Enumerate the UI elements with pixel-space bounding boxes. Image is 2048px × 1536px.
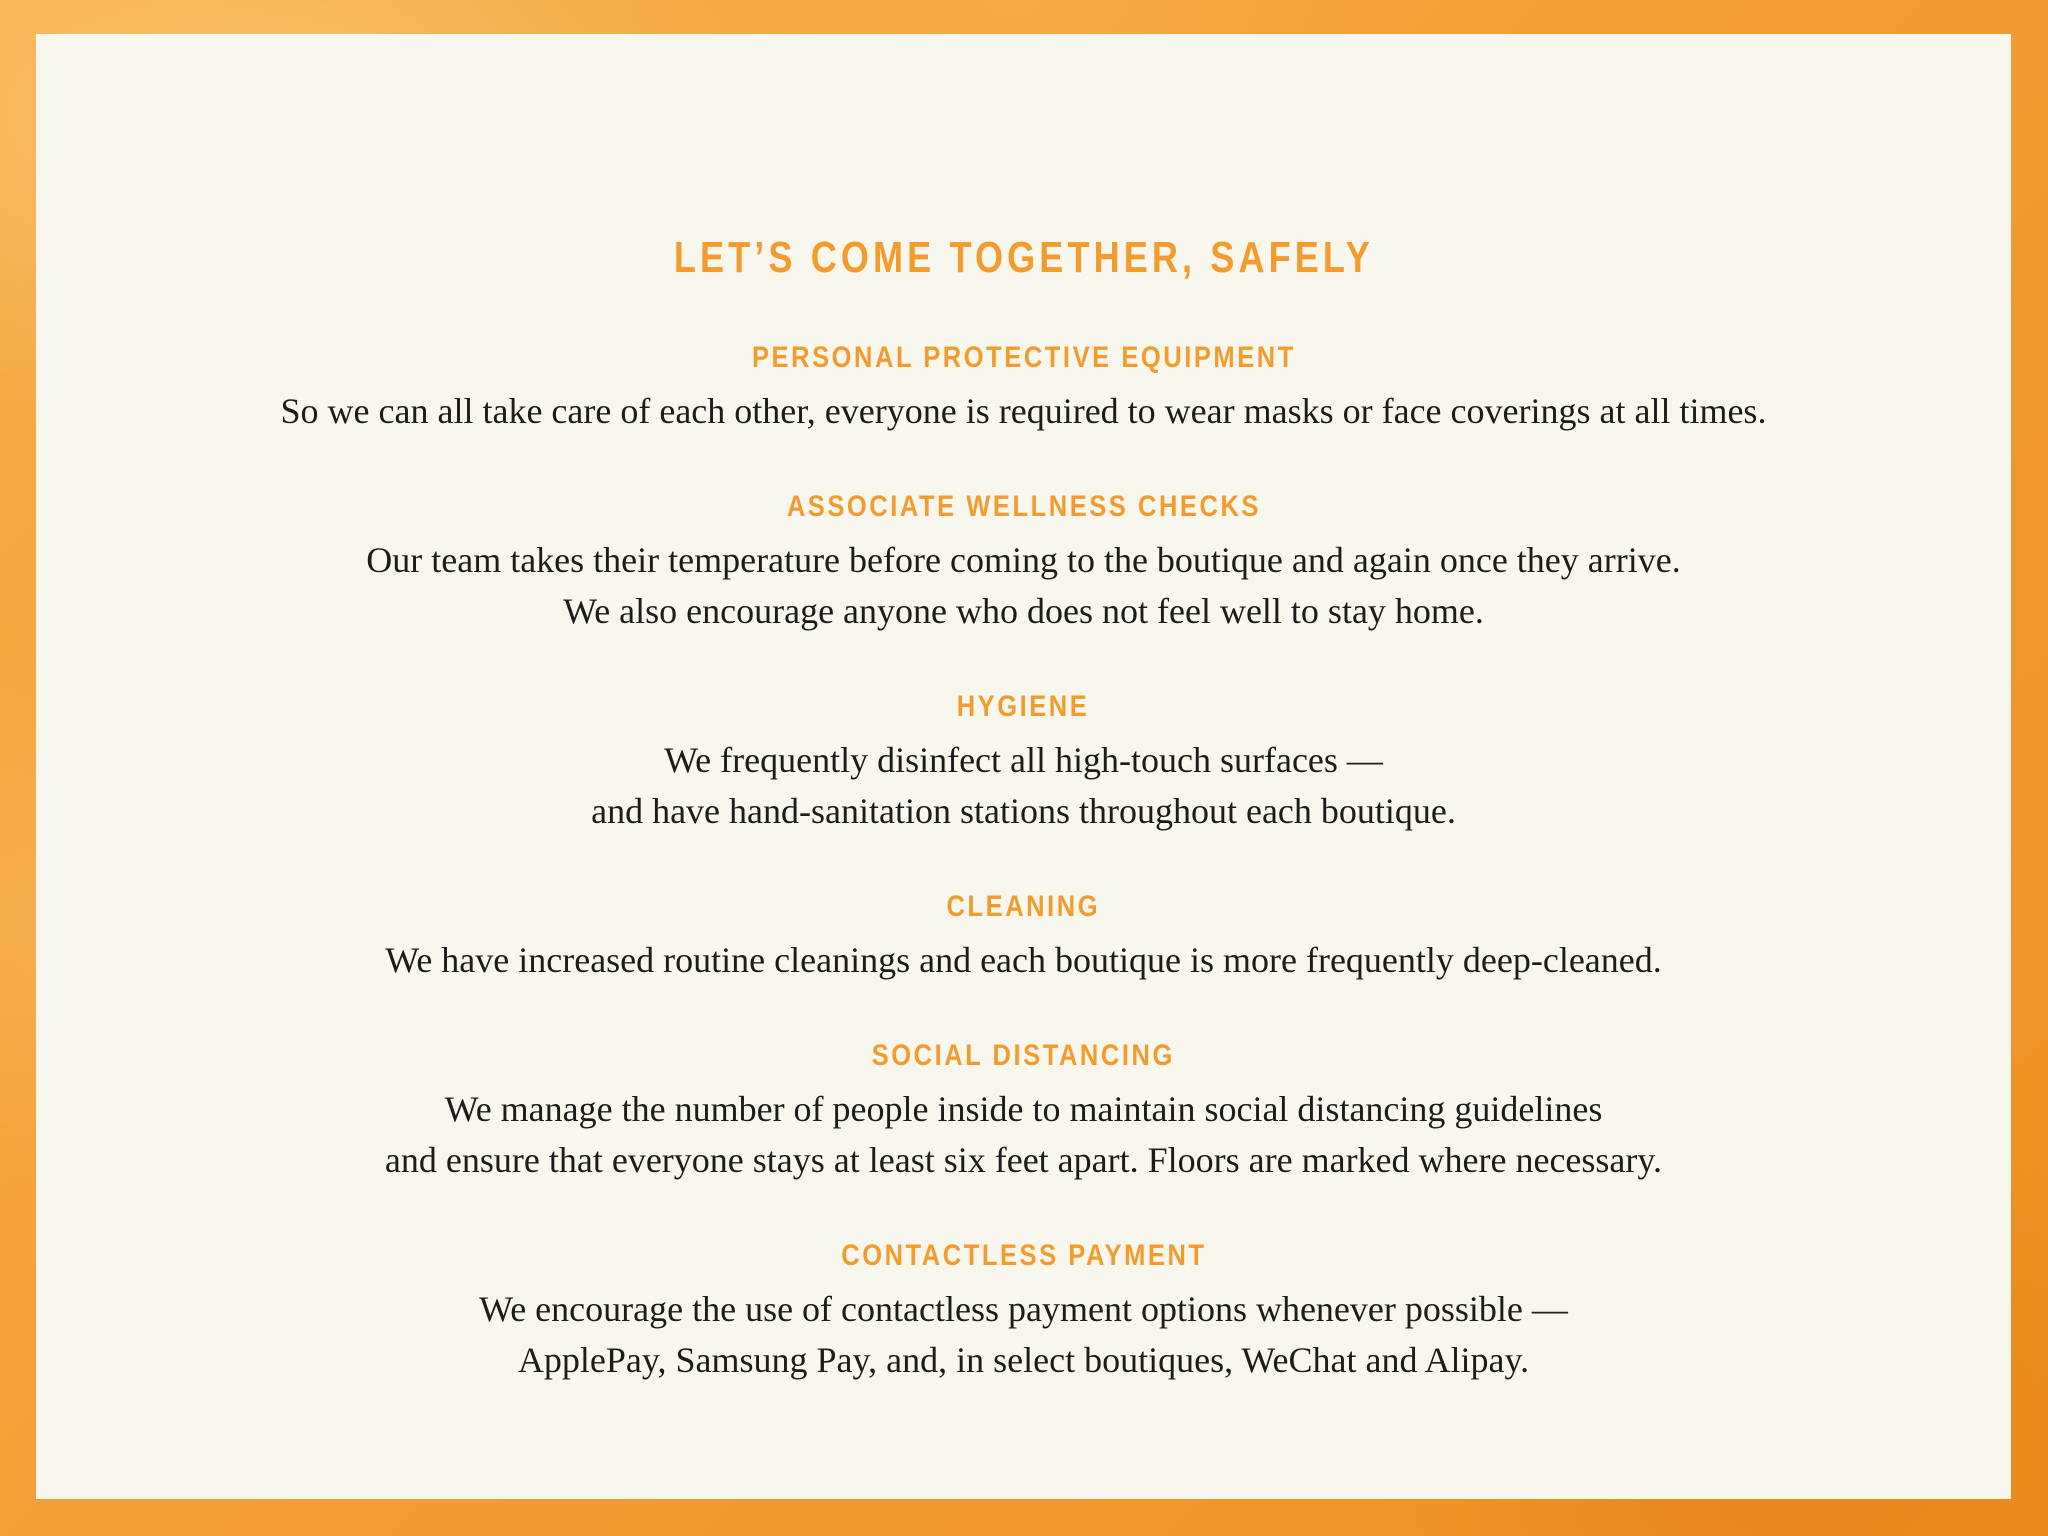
section-body-line: and ensure that everyone stays at least six feet apart. Floors are marked where necessary.: [384, 1140, 1663, 1180]
section-contactless-payment: [36, 1238, 2011, 1386]
section-body-line: We also encourage anyone who does not feel well to stay home.: [563, 591, 1484, 631]
section-body-line: We frequently disinfect all high-touch surfaces —: [664, 740, 1383, 780]
section-heading: CONTACTLESS PAYMENT: [840, 1239, 1207, 1272]
page-title-row: [36, 234, 2011, 282]
section-heading-row: [36, 1238, 2011, 1274]
section-heading-row: [36, 689, 2011, 725]
section-social-distancing: [36, 1038, 2011, 1186]
section-body-line: We manage the number of people inside to maintain social distancing guidelines: [444, 1089, 1603, 1129]
inner-card: [36, 34, 2011, 1499]
section-body-line: Our team takes their temperature before coming to the boutique and again once they arrive.: [366, 540, 1681, 580]
section-heading: ASSOCIATE WELLNESS CHECKS: [786, 490, 1261, 523]
section-body-line: and have hand-sanitation stations throughout each boutique.: [591, 791, 1456, 831]
section-heading-row: [36, 340, 2011, 376]
section-heading: HYGIENE: [957, 690, 1090, 723]
section-hygiene: [36, 689, 2011, 837]
page-title: LET’S COME TOGETHER, SAFELY: [673, 233, 1374, 282]
section-heading-row: [36, 889, 2011, 925]
section-body-line: We have increased routine cleanings and each boutique is more frequently deep-cleaned.: [385, 940, 1662, 980]
section-cleaning: [36, 889, 2011, 986]
section-heading-row: [36, 489, 2011, 525]
section-heading: PERSONAL PROTECTIVE EQUIPMENT: [751, 341, 1296, 374]
section-body-line: ApplePay, Samsung Pay, and, in select boutiques, WeChat and Alipay.: [517, 1340, 1530, 1380]
section-personal-protective-equipment: [36, 340, 2011, 437]
section-heading: CLEANING: [946, 890, 1101, 923]
section-heading: SOCIAL DISTANCING: [871, 1039, 1176, 1072]
section-heading-row: [36, 1038, 2011, 1074]
section-body-line: So we can all take care of each other, everyone is required to wear masks or face coverings at all times.: [280, 391, 1767, 431]
safety-guidelines-content: [36, 34, 2011, 1438]
section-body-line: We encourage the use of contactless payment options whenever possible —: [479, 1289, 1568, 1329]
section-associate-wellness-checks: [36, 489, 2011, 637]
